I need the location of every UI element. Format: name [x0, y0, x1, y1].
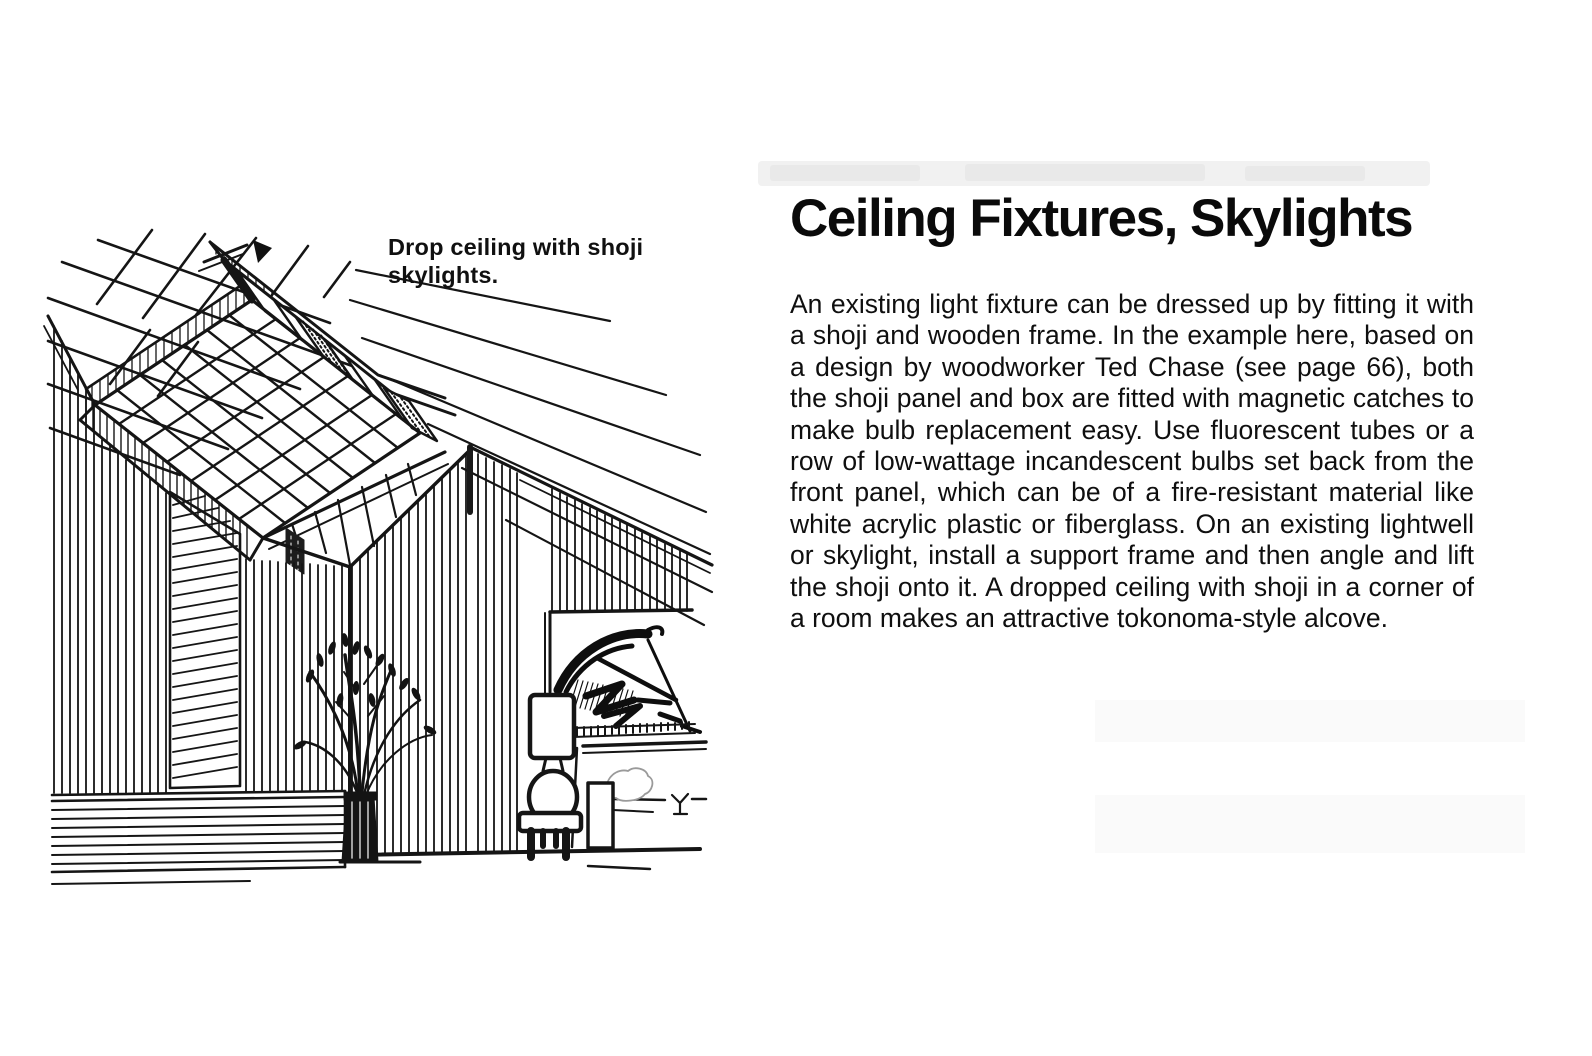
figure-caption-line1: Drop ceiling with shoji — [388, 234, 644, 260]
page-title: Ceiling Fixtures, Skylights — [790, 189, 1413, 248]
glass-sketch — [672, 794, 688, 814]
box-edge-beam — [80, 398, 263, 560]
article-body-paragraph: An existing light fixture can be dressed up by fitting it with a shoji and wooden frame. In the example here, based on a design by woodworker Ted Chase (see page 66), both the shoji panel and box are fitted with magnetic catches to make bulb replacement easy. Use fluorescent tubes or a row of low-wattage incandescent bulbs set back from the front panel, which can be of a fire-resistant material like white acrylic plastic or fiberglass. On an existing lightwell or skylight, install a support frame and then angle and lift the shoji onto it. A dropped ceiling with shoji in a corner of a room makes an attractive tokonoma-style alcove. — [790, 289, 1474, 634]
right-wall-slope — [470, 447, 712, 573]
vase — [340, 792, 420, 862]
lamp — [529, 695, 577, 823]
article-column — [790, 188, 1474, 661]
plant-branches — [292, 633, 437, 795]
slat-panel — [170, 492, 240, 788]
skylight-mullion-posts — [237, 271, 437, 441]
alcove-shelf — [573, 722, 695, 737]
figure-caption — [388, 233, 668, 289]
platform — [52, 791, 345, 884]
pedestal-box — [588, 783, 613, 848]
figure-caption-line2: skylights. — [388, 262, 499, 289]
lamp-shade — [530, 695, 574, 758]
alcove-scribbles — [558, 627, 700, 732]
floor-line — [352, 849, 700, 869]
